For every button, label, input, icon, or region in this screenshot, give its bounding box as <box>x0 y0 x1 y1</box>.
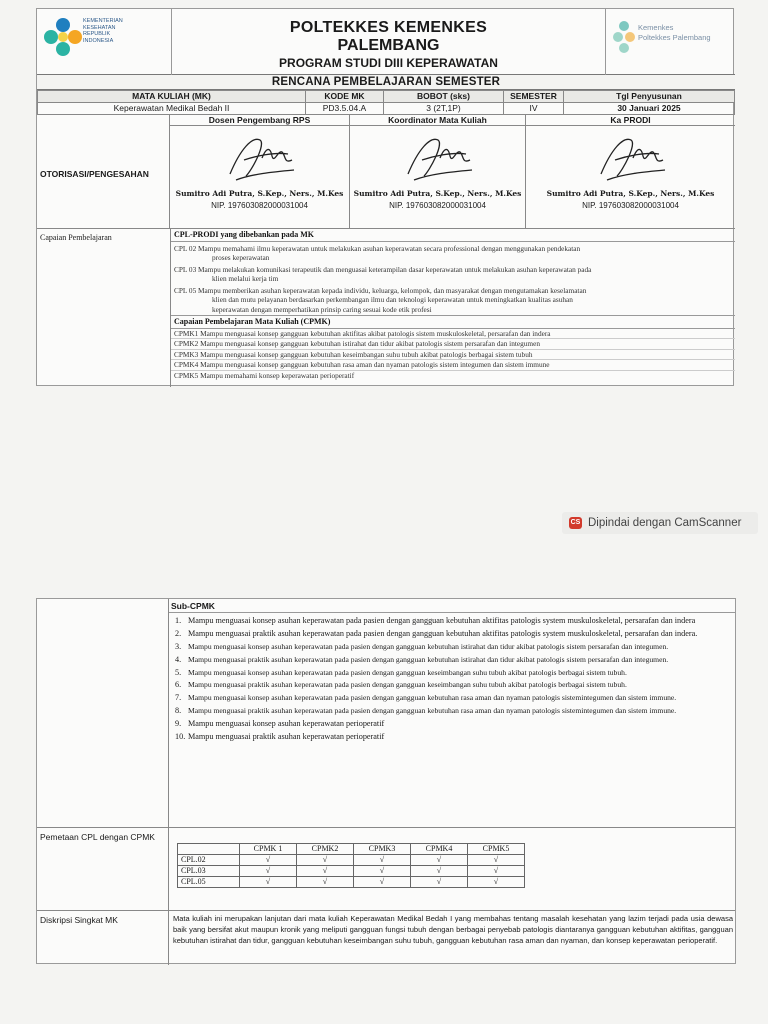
kemenkes-logo <box>37 9 172 75</box>
camscanner-icon: CS <box>569 517 582 529</box>
cpl-item: CPL 05 Mampu memberikan asuhan keperawatan kepada individu, keluarga, kelompok, dan masyarakat dengan mengutamakan keselamatan klien dan mutu pelayanan berdasarkan perkembangan ilmu dan teknologi keperawatan untuk meningkatkan kualitas asuhan keperawatan dengan memperhatikan prinsip caring sesuai kode etik profesi <box>174 285 587 314</box>
mapping-header: CPMK 1 <box>240 844 297 855</box>
signature-icon <box>400 130 476 188</box>
document-header <box>37 9 735 75</box>
cpl-cpmk-mapping-table <box>177 843 525 888</box>
mapping-header <box>178 844 240 855</box>
poltekkes-logo <box>605 9 735 75</box>
institution-name: POLTEKKES KEMENKES <box>289 19 488 36</box>
mapping-cell: √ <box>354 866 411 877</box>
signature-icon <box>593 130 669 188</box>
signer-nip: NIP. 197603082000031004 <box>389 201 486 210</box>
info-header: MATA KULIAH (MK) <box>38 91 306 103</box>
signer-nip: NIP. 197603082000031004 <box>211 201 308 210</box>
info-value: 30 Januari 2025 <box>564 103 735 115</box>
mapping-cell: √ <box>411 866 468 877</box>
info-value: Keperawatan Medikal Bedah II <box>38 103 306 115</box>
info-header: BOBOT (sks) <box>384 91 504 103</box>
mapping-cell: √ <box>240 877 297 888</box>
camscanner-watermark <box>562 512 758 534</box>
signer-role: Dosen Pengembang RPS <box>170 114 349 126</box>
course-description: Mata kuliah ini merupakan lanjutan dari mata kuliah Keperawatan Medikal Bedah I yang membahas tentang masalah kesehatan yang lazim terjadi pada usia dewasa baik yang bersifat akut maupun kronik yang meliputi gangguan fungsi tubuh dengan berbagai penyebab patologis diantaranya gangguan kebutuhan aktifitas, gangguan kebutuhan istirahat dan tidur, gangguan kebutuhan keseimbangan suhu tubuh, gangguan kebutuhan rasa aman dan nyaman, dan konsep keperawatan perioperatif. <box>173 914 733 945</box>
info-header: Tgl Penyusunan <box>564 91 735 103</box>
mapping-header: CPMK2 <box>297 844 354 855</box>
logo-text-line: KESEHATAN <box>83 24 116 31</box>
program-name: PROGRAM STUDI DIII KEPERAWATAN <box>279 56 498 70</box>
logo-text-line: Poltekkes Palembang <box>638 33 711 42</box>
mapping-cell: √ <box>240 855 297 866</box>
logo-text-line: INDONESIA <box>83 37 114 44</box>
info-header: KODE MK <box>306 91 384 103</box>
mapping-cell: √ <box>297 866 354 877</box>
cpmk-title: Capaian Pembelajaran Mata Kuliah (CPMK) <box>171 315 735 329</box>
signer-name: Sumitro Adi Putra, S.Kep., Ners., M.Kes <box>353 189 522 198</box>
cpmk-item: CPMK3 Mampu menguasai konsep gangguan kebutuhan keseimbangan suhu tubuh akibat patologis berbagai sistem tubuh <box>171 350 735 361</box>
signer-role: Ka PRODI <box>526 114 735 126</box>
mapping-header: CPMK4 <box>411 844 468 855</box>
cpl-title: CPL-PRODI yang dibebankan pada MK <box>171 229 735 242</box>
mapping-cell: CPL.03 <box>178 866 240 877</box>
mapping-cell: √ <box>468 866 525 877</box>
kemenkes-logo-icon <box>41 16 85 66</box>
mapping-cell: CPL.02 <box>178 855 240 866</box>
subcpmk-list <box>169 613 735 742</box>
subcpmk-item: 8. Mampu menguasai praktik asuhan keperawatan pada pasien dengan gangguan kebutuhan rasa aman dan nyaman patologis sistemintegumen dan sistem immune. <box>175 706 677 716</box>
mapping-cell: √ <box>468 877 525 888</box>
cpl-item: CPL 03 Mampu melakukan komunikasi terapeutik dan menguasai keterampilan dasar keperawatan untuk melakukan asuhan keperawatan pada klien melalui kerja tim <box>174 264 592 283</box>
cpmk-item: CPMK2 Mampu menguasai konsep gangguan kebutuhan istirahat dan tidur akibat patologis sistem persarafan dan integumen <box>171 339 735 350</box>
cpmk-item: CPMK4 Mampu menguasai konsep gangguan kebutuhan rasa aman dan nyaman patologis sistem integumen dan sistem immune <box>171 360 735 371</box>
institution-city: PALEMBANG <box>337 37 440 54</box>
description-label: Diskripsi Singkat MK <box>40 915 118 925</box>
subcpmk-item: 5. Mampu menguasai konsep asuhan keperawatan pada pasien dengan gangguan keseimbangan suhu tubuh akibat patologis berbagai sistem tubuh. <box>175 667 627 677</box>
table-row <box>178 866 525 877</box>
document-title: RENCANA PEMBELAJARAN SEMESTER <box>37 75 735 90</box>
subcpmk-item: 7. Mampu menguasai konsep asuhan keperawatan pada pasien dengan gangguan kebutuhan rasa aman dan nyaman patologis sistemintegumen dan sistem immune. <box>175 693 677 703</box>
logo-text-line: REPUBLIK <box>83 31 111 37</box>
mapping-cell: √ <box>354 855 411 866</box>
cpl-cpmk-mapping-section <box>37 827 735 911</box>
cpmk-item: CPMK5 Mampu memahami konsep keperawatan perioperatif <box>174 370 355 380</box>
info-value: IV <box>504 103 564 115</box>
info-header: SEMESTER <box>504 91 564 103</box>
table-row <box>178 877 525 888</box>
subcpmk-item: 9. Mampu menguasai konsep asuhan keperawatan perioperatif <box>175 719 385 729</box>
info-value: 3 (2T,1P) <box>384 103 504 115</box>
signer-role: Koordinator Mata Kuliah <box>350 114 525 126</box>
subcpmk-item: 1. Mampu menguasai konsep asuhan keperawatan pada pasien dengan gangguan kebutuhan aktifitas patologis system muskuloskeletal, persarafan dan indera <box>175 616 696 625</box>
poltekkes-logo-icon <box>612 19 636 63</box>
mapping-cell: √ <box>468 855 525 866</box>
subcpmk-section <box>169 599 735 744</box>
signature-block <box>350 114 526 229</box>
logo-text-line: KEMENTERIAN <box>83 18 123 24</box>
signer-nip: NIP. 197603082000031004 <box>582 201 679 210</box>
mapping-cell: √ <box>411 877 468 888</box>
mapping-header: CPMK5 <box>468 844 525 855</box>
subcpmk-item: 3. Mampu menguasai konsep asuhan keperawatan pada pasien dengan gangguan kebutuhan istirahat dan tidur akibat patologis sistem persarafan dan integumen. <box>175 641 669 651</box>
cpmk-item: CPMK1 Mampu menguasai konsep gangguan kebutuhan aktifitas akibat patologis sistem muskuloskeletal, persarafan dan indera <box>171 329 735 340</box>
signature-icon <box>222 130 298 188</box>
course-info-table <box>37 90 735 115</box>
subcpmk-item: 4. Mampu menguasai praktik asuhan keperawatan pada pasien dengan gangguan kebutuhan istirahat dan tidur akibat patologis sistem persarafan dan integumen. <box>175 654 669 664</box>
mapping-label: Pemetaan CPL dengan CPMK <box>40 832 155 842</box>
mapping-cell: CPL.05 <box>178 877 240 888</box>
subcpmk-title: Sub-CPMK <box>169 599 735 613</box>
authorization-label: OTORISASI/PENGESAHAN <box>37 114 170 229</box>
mapping-cell: √ <box>411 855 468 866</box>
subcpmk-item: 10. Mampu menguasai praktik asuhan keperawatan perioperatif <box>175 732 385 742</box>
info-value: PD3.5.04.A <box>306 103 384 115</box>
capaian-section <box>170 229 735 387</box>
authorization-section <box>37 114 735 229</box>
subcpmk-item: 2. Mampu menguasai praktik asuhan keperawatan pada pasien dengan gangguan kebutuhan aktifitas patologis system muskuloskeletal, persarafan dan indera. <box>175 628 698 638</box>
signer-name: Sumitro Adi Putra, S.Kep., Ners., M.Kes <box>546 189 715 198</box>
mapping-cell: √ <box>354 877 411 888</box>
logo-text-line: Kemenkes <box>638 23 674 32</box>
mapping-cell: √ <box>297 855 354 866</box>
cpl-item: CPL 02 Mampu memahami ilmu keperawatan untuk melakukan asuhan keperawatan secara professional dengan menggunakan pendekatan proses keperawatan <box>174 243 581 262</box>
table-row <box>178 855 525 866</box>
rps-page-2 <box>36 598 736 964</box>
signer-name: Sumitro Adi Putra, S.Kep., Ners., M.Kes <box>175 189 344 198</box>
mapping-cell: √ <box>297 877 354 888</box>
mapping-cell: √ <box>240 866 297 877</box>
watermark-text: Dipindai dengan CamScanner <box>588 517 742 529</box>
signature-block <box>526 114 735 229</box>
signature-block <box>170 114 350 229</box>
mapping-header: CPMK3 <box>354 844 411 855</box>
rps-page-1 <box>36 8 734 386</box>
capaian-label: Capaian Pembelajaran <box>40 233 112 242</box>
subcpmk-item: 6. Mampu menguasai praktik asuhan keperawatan pada pasien dengan gangguan keseimbangan suhu tubuh akibat patologis berbagai sistem tubuh. <box>175 680 627 690</box>
